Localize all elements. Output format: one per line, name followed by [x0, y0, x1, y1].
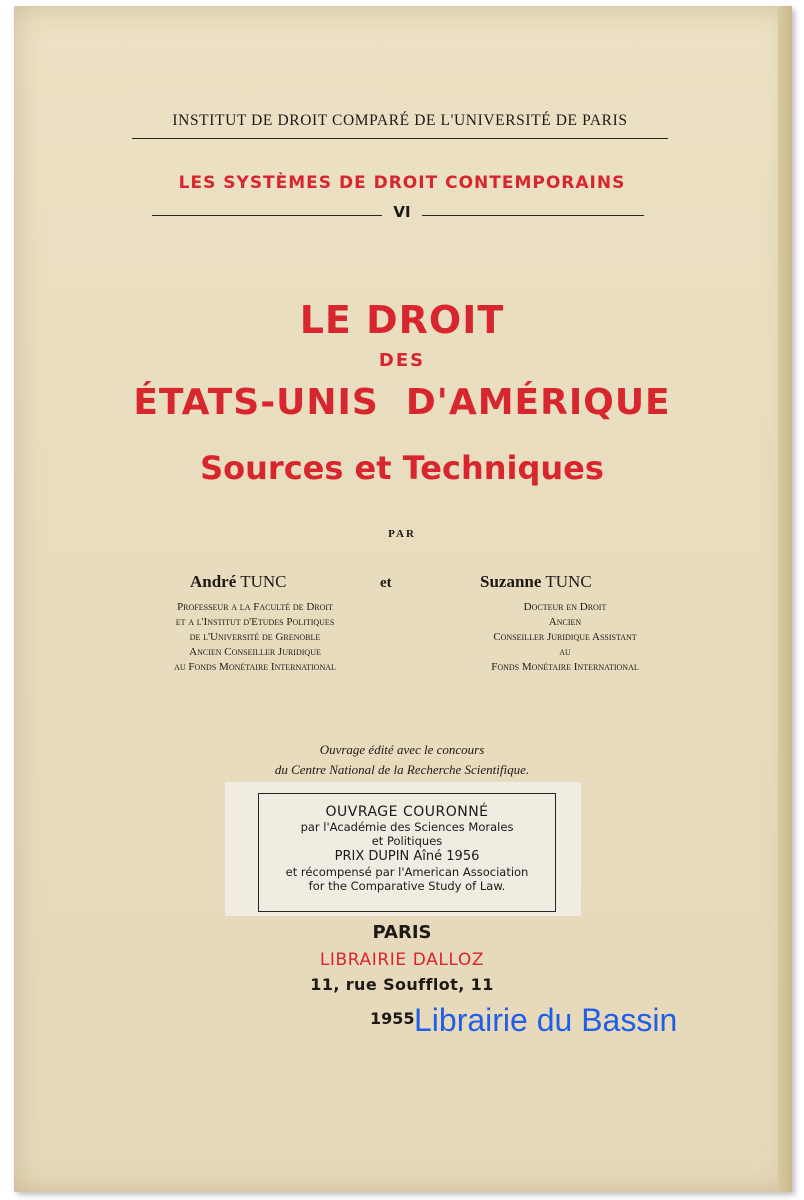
award-line-2: par l'Académie des Sciences Morales: [300, 820, 514, 834]
publication-note-line-2: du Centre National de la Recherche Scientifique.: [274, 762, 530, 777]
institute-heading: INSTITUT DE DROIT COMPARÉ DE L'UNIVERSITÉ DE PARIS: [172, 112, 628, 129]
award-line-5: et récompensé par l'American Association: [285, 865, 529, 879]
series-title: LES SYSTÈMES DE DROIT CONTEMPORAINS: [178, 173, 626, 193]
title-line-1: LE DROIT: [299, 298, 505, 342]
publication-note-line-1: Ouvrage édité avec le concours: [319, 742, 485, 757]
credential-line: Docteur en Droit: [523, 601, 607, 613]
author-left-credentials: [120, 600, 390, 675]
publisher-city: PARIS: [372, 922, 432, 943]
award-box: [258, 793, 556, 912]
header-rule: [132, 138, 668, 139]
author-left-first: André: [190, 572, 237, 591]
credential-line: au Fonds Monétaire International: [174, 661, 336, 673]
volume-number: VI: [393, 203, 411, 221]
credential-line: Conseiller Juridique Assistant: [493, 631, 637, 643]
volume-rule-right: [422, 215, 644, 216]
credential-line: au: [559, 646, 571, 658]
publisher-name: LIBRAIRIE DALLOZ: [319, 950, 485, 970]
author-left-last: TUNC: [240, 572, 287, 591]
award-line-6: for the Comparative Study of Law.: [308, 879, 506, 893]
award-line-3: et Politiques: [371, 834, 443, 848]
publication-note: [0, 740, 804, 780]
author-right: [480, 572, 592, 592]
author-left: [190, 572, 287, 592]
credential-line: Ancien: [548, 616, 582, 628]
credential-line: Ancien Conseiller Juridique: [189, 646, 321, 658]
author-right-first: Suzanne: [480, 572, 542, 591]
credential-line: de l'Université de Grenoble: [189, 631, 321, 643]
title-line-3: ÉTATS-UNIS D'AMÉRIQUE: [133, 382, 671, 423]
author-right-last: TUNC: [545, 572, 592, 591]
award-line-4: PRIX DUPIN Aîné 1956: [334, 849, 480, 864]
by-label: PAR: [388, 528, 416, 540]
credential-line: et a l'Institut d'Etudes Politiques: [175, 616, 335, 628]
author-right-credentials: [430, 600, 700, 675]
author-conjunction: et: [380, 575, 392, 591]
credential-line: Professeur a la Faculté de Droit: [177, 601, 333, 613]
award-line-1: OUVRAGE COURONNÉ: [325, 804, 489, 820]
seller-watermark: Librairie du Bassin: [414, 1002, 678, 1038]
publisher-address: 11, rue Soufflot, 11: [310, 975, 494, 994]
subtitle: Sources et Techniques: [200, 449, 604, 487]
publication-year: 1955: [370, 1009, 415, 1028]
credential-line: Fonds Monétaire International: [491, 661, 639, 673]
title-line-2: DES: [378, 350, 426, 371]
